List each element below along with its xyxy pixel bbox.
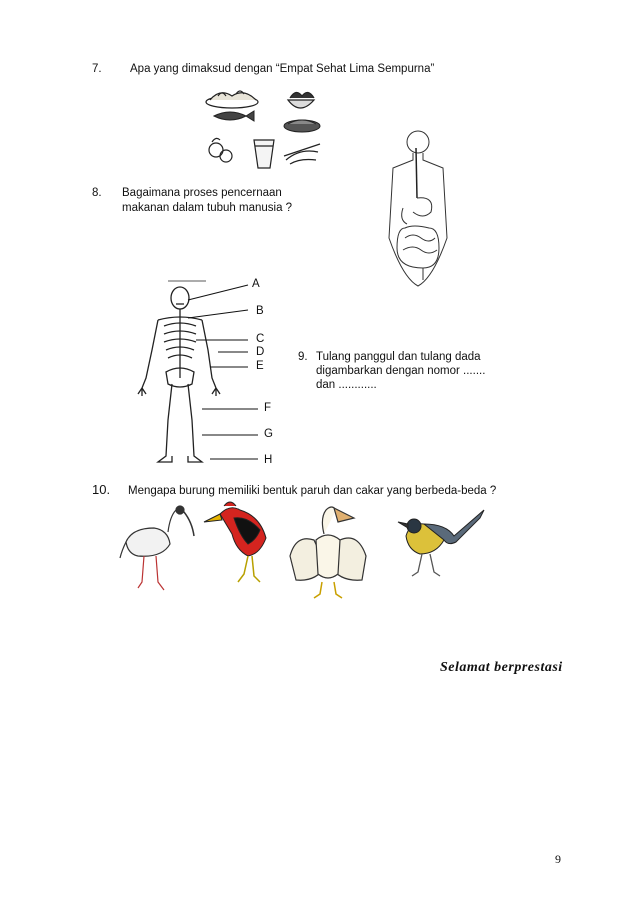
q10-text: Mengapa burung memiliki bentuk paruh dan cakar yang berbeda-beda ?: [128, 485, 497, 497]
red-crested-bird-icon: [200, 500, 280, 590]
q9-line1: Tulang panggul dan tulang dada: [316, 351, 481, 363]
skeleton-label-c: C: [256, 333, 265, 345]
q8-number: 8.: [92, 187, 102, 199]
pelican-bird-icon: [286, 496, 372, 602]
skeleton-label-g: G: [264, 428, 273, 440]
q9-line3: dan ............: [316, 379, 377, 391]
skeleton-label-b: B: [256, 305, 264, 317]
skeleton-label-e: E: [256, 360, 264, 372]
skeleton-label-f: F: [264, 402, 272, 414]
q9-number: 9.: [298, 351, 308, 363]
q8-line2: makanan dalam tubuh manusia ?: [122, 202, 293, 214]
q8-line1: Bagaimana proses pencernaan: [122, 187, 282, 199]
skeleton-label-h: H: [264, 454, 273, 466]
wagtail-bird-icon: [396, 506, 488, 582]
ibis-bird-icon: [118, 502, 198, 594]
page-number: 9: [555, 852, 561, 866]
q7-text: Apa yang dimaksud dengan “Empat Sehat Lima Sempurna”: [130, 63, 435, 75]
q9-line2: digambarkan dengan nomor .......: [316, 365, 486, 377]
q7-number: 7.: [92, 63, 102, 75]
skeleton-label-a: A: [252, 278, 260, 290]
q10-number: 10.: [92, 482, 111, 497]
closing-message: Selamat berprestasi: [440, 660, 563, 675]
skeleton-label-d: D: [256, 346, 265, 358]
